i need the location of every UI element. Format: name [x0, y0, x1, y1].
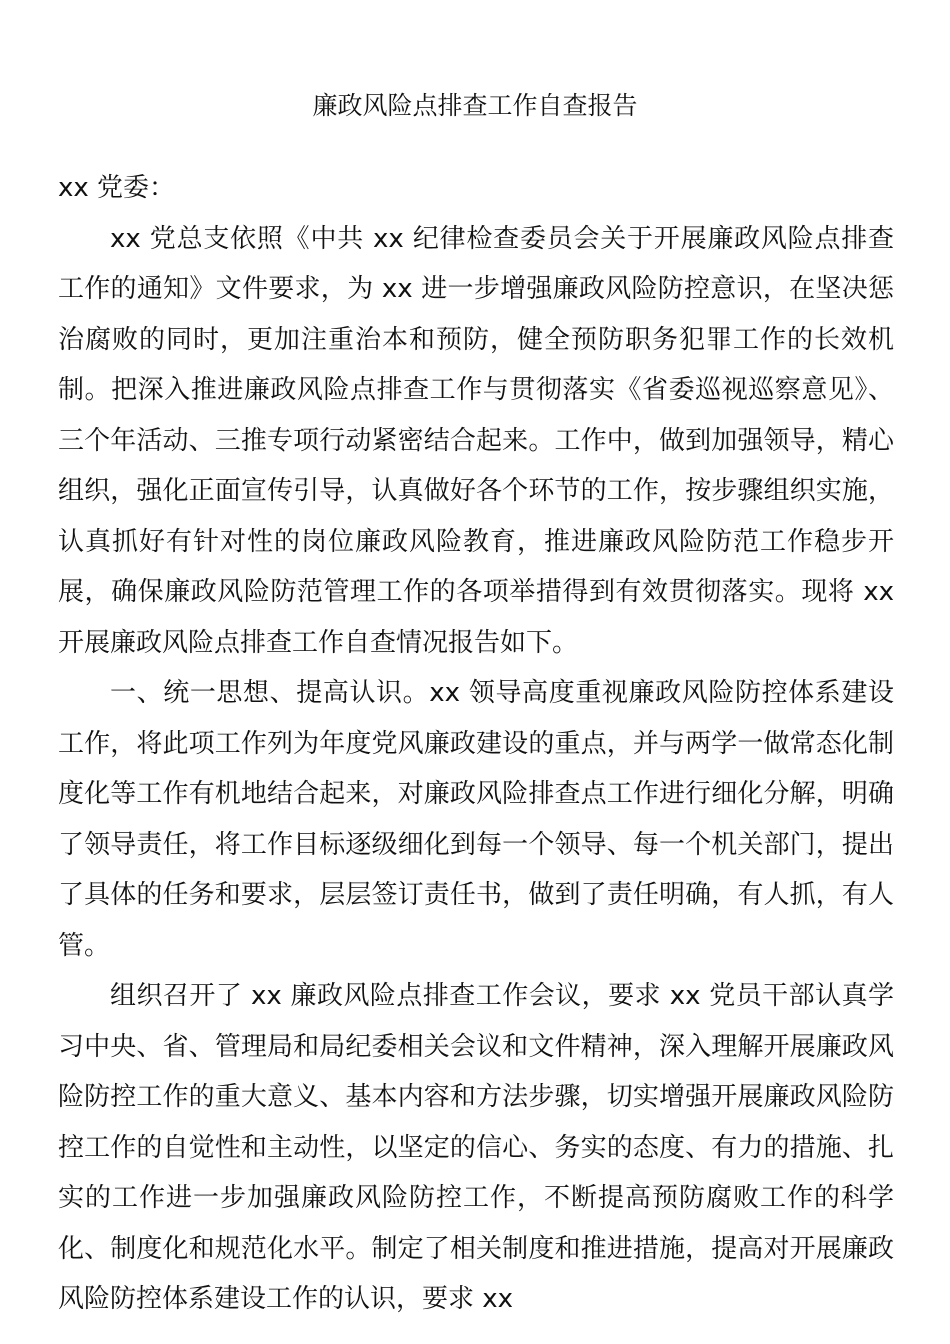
salutation: xx 党委：: [58, 173, 176, 203]
paragraph-intro: xx 党总支依照《中共 xx 纪律检查委员会关于开展廉政风险点排查工作的通知》文件要求，为 xx 进一步增强廉政风险防控意识，在坚决惩治腐败的同时，更加注重治本和预防，健全预防职务犯罪工作的长效机制。把深入推进廉政风险点排查工作与贯彻落实《省委巡视巡察意见》、三个年活动、三推专项行动紧密结合起来。工作中，做到加强领导，精心组织，强化正面宣传引导，认真做好各个环节的工作，按步骤组织实施，认真抓好有针对性的岗位廉政风险教育，推进廉政风险防范工作稳步开展，确保廉政风险防范管理工作的各项举措得到有效贯彻落实。现将 xx 开展廉政风险点排查工作自查情况报告如下。: [58, 223, 894, 658]
document-title: 廉政风险点排查工作自查报告: [312, 91, 638, 120]
paragraph-section-one: 一、统一思想、提高认识。xx 领导高度重视廉政风险防控体系建设工作，将此项工作列为年度党风廉政建设的重点，并与两学一做常态化制度化等工作有机地结合起来，对廉政风险排查点工作进行细化分解，明确了领导责任，将工作目标逐级细化到每一个领导、每一个机关部门，提出了具体的任务和要求，层层签订责任书，做到了责任明确，有人抓，有人管。: [58, 678, 894, 961]
document-body: [58, 163, 894, 1325]
paragraph-meeting: 组织召开了 xx 廉政风险点排查工作会议，要求 xx 党员干部认真学习中央、省、管理局和局纪委相关会议和文件精神，深入理解开展廉政风险防控工作的重大意义、基本内容和方法步骤，切实增强开展廉政风险防控工作的自觉性和主动性，以坚定的信心、务实的态度、有力的措施、扎实的工作进一步加强廉政风险防控工作，不断提高预防腐败工作的科学化、制度化和规范化水平。制定了相关制度和推进措施，提高对开展廉政风险防控体系建设工作的认识，要求 xx: [58, 981, 894, 1314]
